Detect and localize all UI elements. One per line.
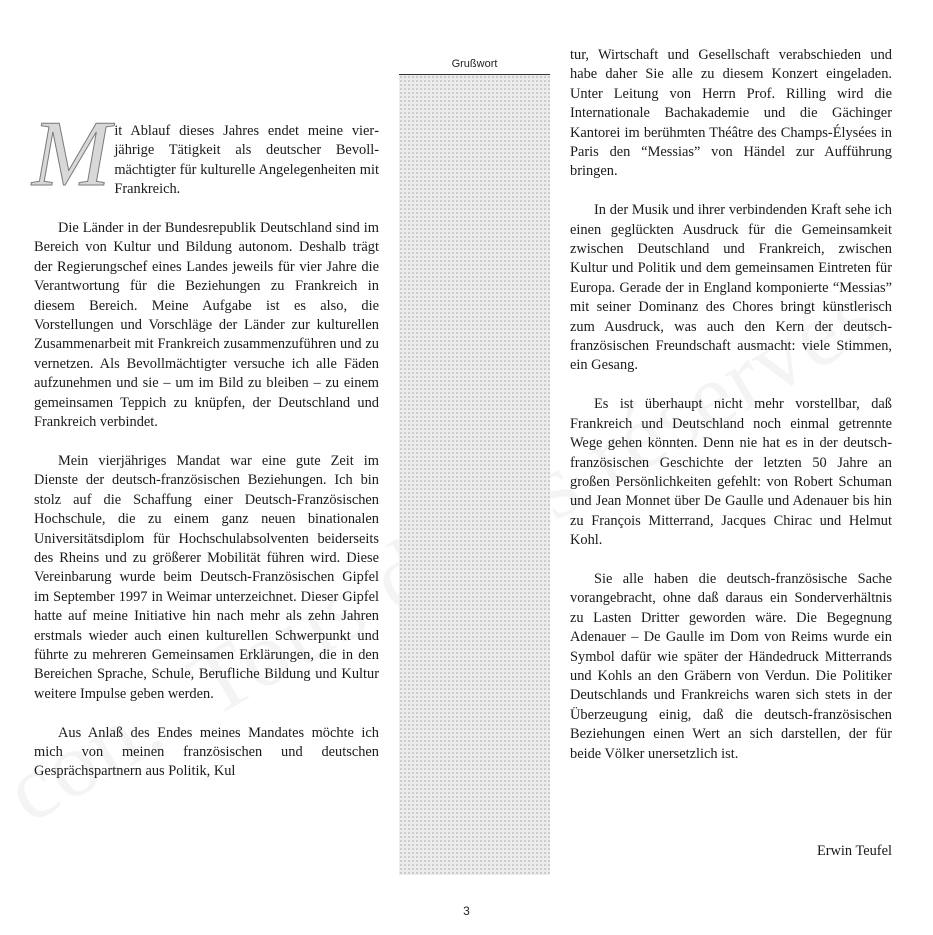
decorative-dotted-band: [399, 75, 550, 875]
signature: Erwin Teufel: [816, 843, 892, 859]
paragraph-laender: Die Länder in der Bundesrepublik Deutschland sind im Bereich von Kultur und Bildung autonom. Deshalb trägt der Regierungschef eines Landes jeweils für vier Jahre die Verantwortung für die Beziehungen zu Frankreich in diesem Bereich. Meine Aufgabe ist es also, die Vorstellungen und Vorschläge der Länder zur kulturellen Zusammenarbeit mit Frankreich zusammenzuführen und zu vernetzen. Als Bevollmächtigter versuche ich alle Fäden aufzunehmen und sie – um im Bild zu bleiben – zu einem gemeinsamen Teppich zu knüpfen, der Deutschland und Frankreich verbindet.: [34, 220, 379, 431]
right-column: [570, 46, 892, 783]
paragraph-intro: [32, 102, 379, 206]
drop-cap: M: [32, 102, 111, 206]
paragraph-mandat: Mein vierjähriges Mandat war eine gute Zeit im Dienste der deutsch-französischen Beziehungen. Ich bin stolz auf die Schaffung einer Deutsch-Französischen Hochschule, die zu einem ganz neuen binationalen Universitätsdiplom für Hochschulabsolventen beiderseits des Rheins und zu größerer Mobilität führen wird. Diese Vereinbarung wurde beim Deutsch-Französischen Gipfel im September 1997 in Weimar unterzeichnet. Dieser Gipfel hatte auf meine Initiative hin nach mehr als zehn Jahren erstmals wieder auch einen kulturellen Schwerpunkt und führte zu mehreren Gemeinsamen Erklärungen, die in den Bereichen Sprache, Schule, Berufliche Bildung und Kultur weitere Impulse geben werden.: [34, 452, 379, 702]
paragraph-anlass: Aus Anlaß des Endes meines Mandates möchte ich mich von meinen französischen und deutschen Gesprächspartnern aus Politik, Kul: [34, 724, 379, 780]
left-column: [32, 102, 379, 801]
section-label: Grußwort: [399, 56, 550, 75]
paragraph-sache: Sie alle haben die deutsch-französische Sache vorangebracht, ohne daß daraus ein Sonderverhältnis zu Lasten Dritter geworden wäre. Die Begegnung Adenauer – De Gaulle im Dom von Reims wurde ein Symbol dafür wie später der Händedruck Mitterrands und Kohls an den Gräbern von Verdun. Die Politiker Deutschlands und Frankreichs waren sich stets in der Überzeugung einig, daß die deutsch-französischen Beziehungen einen Wert an sich darstellen, der für beide Völker unersetzlich ist.: [570, 570, 892, 762]
paragraph-intro-text: it Ablauf dieses Jahres endet meine vierjährige Tätigkeit als deutscher Bevollmächtigter für kulturelle Angelegenheiten mit Frankreich.: [114, 123, 379, 198]
paragraph-vorstellbar: Es ist überhaupt nicht mehr vorstellbar, daß Frankreich und Deutschland noch einmal getrennte Wege gehen könnten. Denn nie hat es in der deutsch-französischen Geschichte der letzten 50 Jahre an großen Persönlichkeiten gefehlt: von Robert Schuman und Jean Monnet über De Gaulle und Adenauer bis hin zu François Mitterrand, Jacques Chirac und Helmut Kohl.: [570, 396, 892, 549]
page-number: 3: [463, 904, 470, 918]
paragraph-musik: In der Musik und ihrer verbindenden Kraft sehe ich einen geglückten Ausdruck für die Gemeinsamkeit zwischen Deutschland und Frankreich, zwischen Kultur und Politik und dem gemeinsamen Eintreten für Europa. Gerade der in England komponierte “Messias” mit seiner Dominanz des Chores bringt künstlerisch zum Ausdruck, was auch den Kern der deutsch-französischen Freundschaft ausmacht: viele Stimmen, ein Gesang.: [570, 202, 892, 374]
paragraph-continuation: tur, Wirtschaft und Gesellschaft verabschieden und habe daher Sie alle zu diesem Konzert eingeladen. Unter Leitung von Herrn Prof. Rilling wird die Internationale Bachakademie und die Gächinger Kantorei im berühmten Théâtre des Champs-Élysées in Paris den “Messias” von Händel zur Aufführung bringen.: [570, 47, 892, 180]
